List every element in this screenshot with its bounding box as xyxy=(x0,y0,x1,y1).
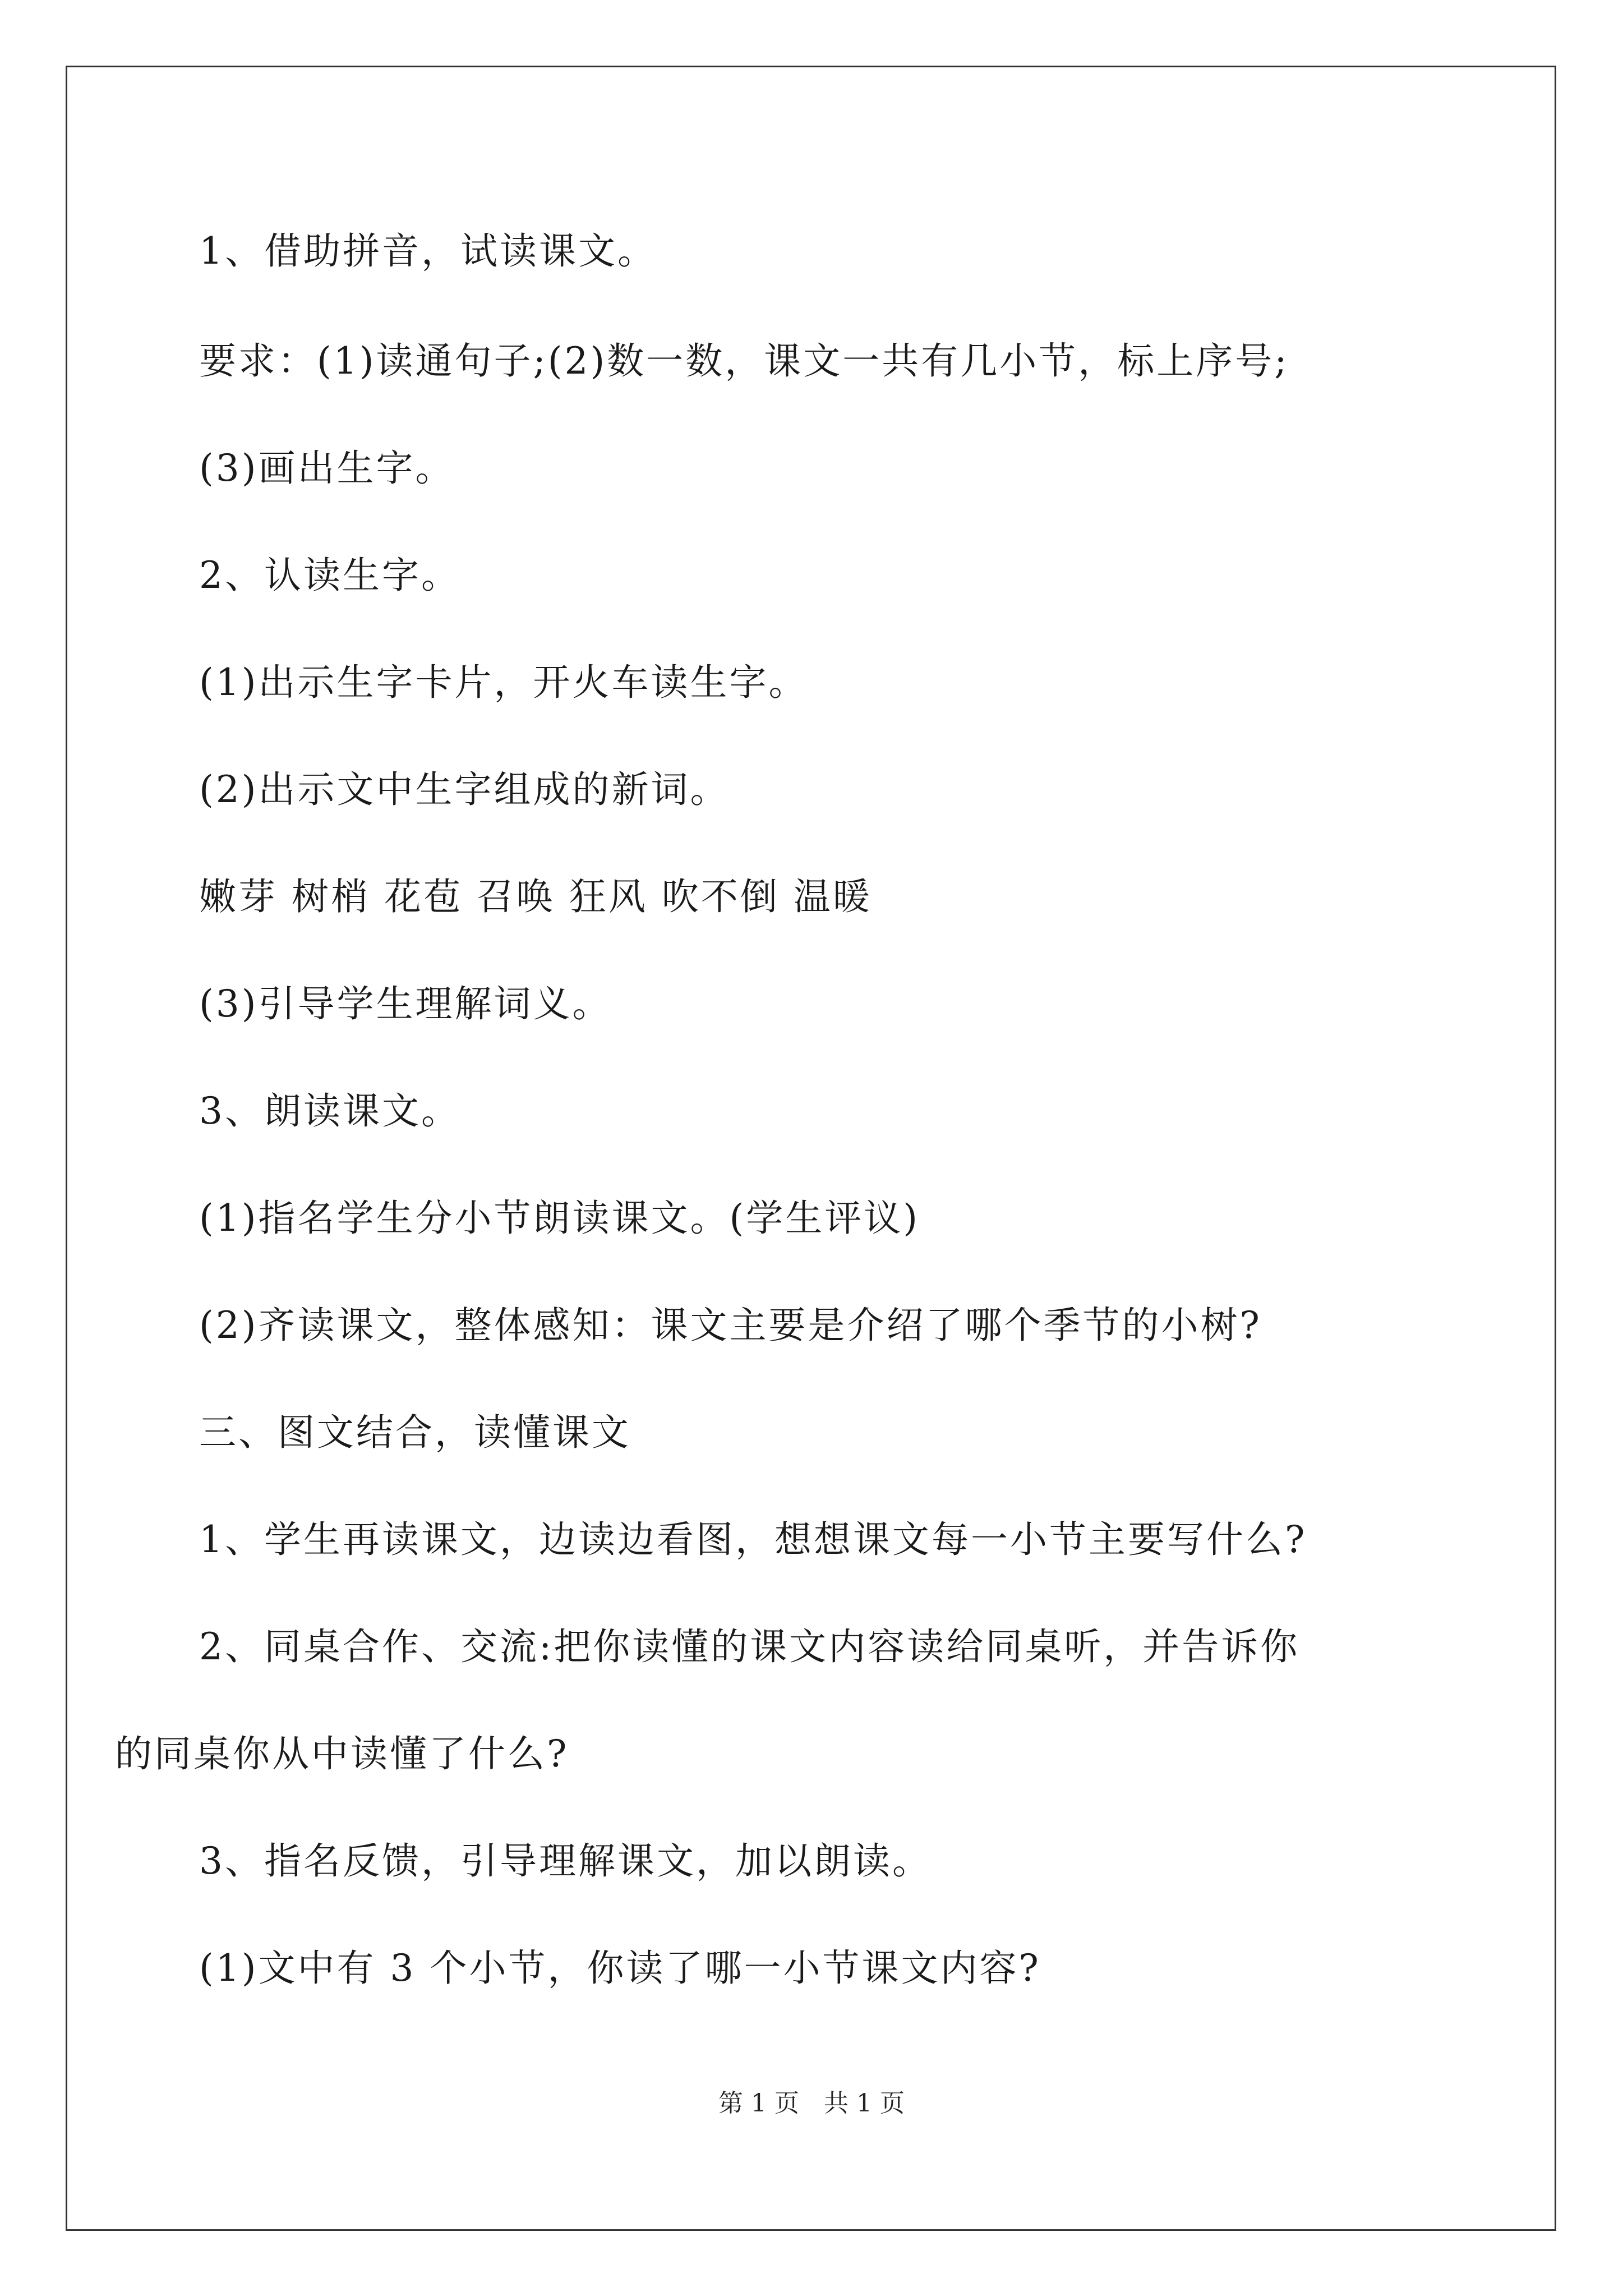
text-line: 3、指名反馈，引导理解课文，加以朗读。 xyxy=(199,1839,932,1883)
text-line: (1)指名学生分小节朗读课文。(学生评议) xyxy=(199,1197,920,1240)
text-line: 的同桌你从中读懂了什么? xyxy=(115,1732,569,1775)
text-line: (1)出示生字卡片，开火车读生字。 xyxy=(199,661,808,704)
page-footer: 第 1 页 共 1 页 xyxy=(718,2089,905,2118)
text-line: 嫩芽 树梢 花苞 召唤 狂风 吹不倒 温暖 xyxy=(199,875,872,918)
text-line: (1)文中有 3 个小节，你读了哪一小节课文内容? xyxy=(199,1947,1041,1990)
page-border xyxy=(66,66,1556,2231)
text-line: (2)齐读课文，整体感知：课文主要是介绍了哪个季节的小树? xyxy=(199,1304,1262,1347)
text-line: 2、同桌合作、交流:把你读懂的课文内容读给同桌听，并告诉你 xyxy=(199,1625,1300,1668)
text-line: 3、朗读课文。 xyxy=(199,1089,460,1133)
text-line: (2)出示文中生字组成的新词。 xyxy=(199,768,730,811)
text-line: 要求：(1)读通句子;(2)数一数，课文一共有几小节，标上序号; xyxy=(199,339,1289,383)
text-line: (3)引导学生理解词义。 xyxy=(199,982,612,1025)
section-heading: 三、图文结合，读懂课文 xyxy=(199,1411,631,1454)
text-line: 1、借助拼音，试读课文。 xyxy=(199,229,657,273)
text-line: 1、学生再读课文，边读边看图，想想课文每一小节主要写什么? xyxy=(199,1518,1307,1561)
text-line: (3)画出生字。 xyxy=(199,447,455,490)
text-line: 2、认读生字。 xyxy=(199,554,460,597)
